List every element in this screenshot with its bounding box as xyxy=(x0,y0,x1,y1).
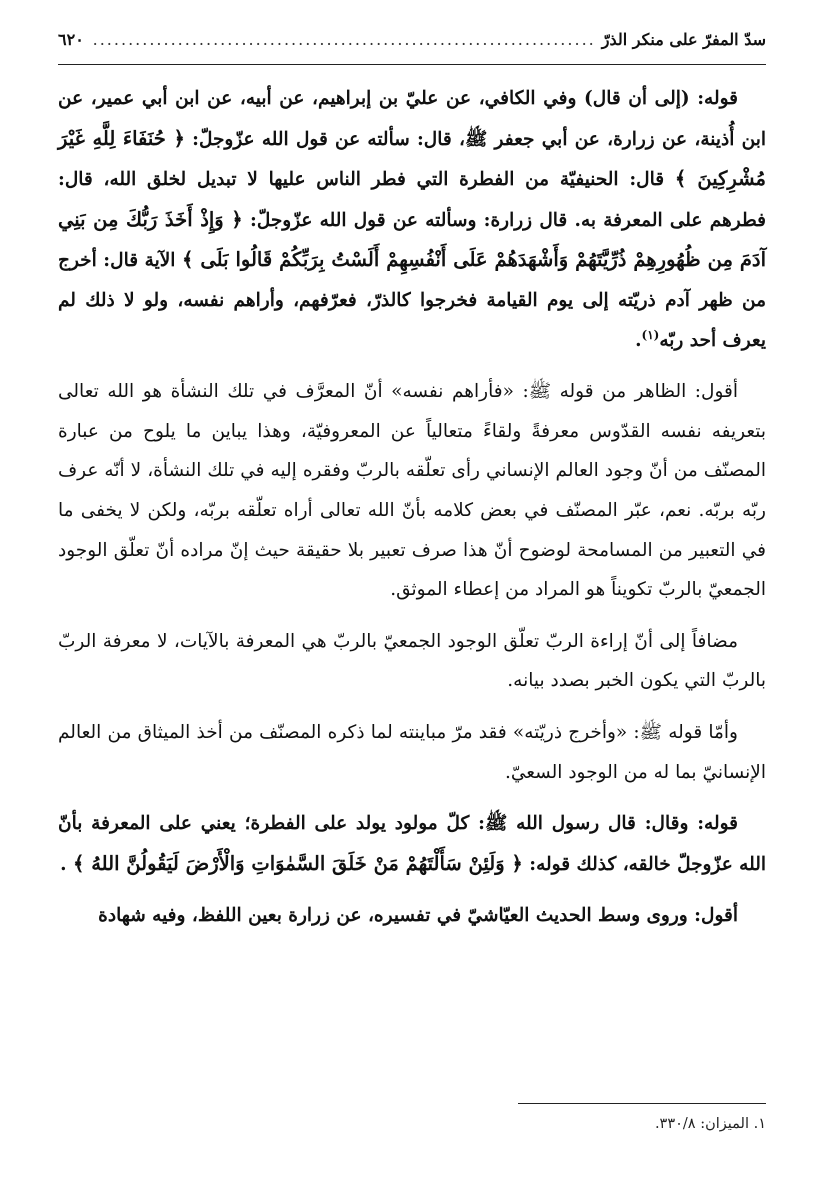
paragraph-1-end: . xyxy=(635,329,642,351)
page-number: ٦٢٠ xyxy=(58,30,84,49)
header-leader-dots xyxy=(90,30,596,49)
paragraph-1-text-b: قال: الحنيفيّة من الفطرة التي فطر الناس عليها لا تبديل لخلق الله، قال: فطرهم على المعرفة به. قال زرارة: وسألته عن قول الله عزّوجلّ: xyxy=(58,169,766,231)
footnote-reference: (١) xyxy=(641,327,660,342)
quran-verse-2: ﴿ وَإِذْ أَخَذَ رَبُّكَ مِن بَنِي آدَمَ مِن ظُهُورِهِمْ ذُرِّيَّتَهُمْ وَأَشْهَدَهُمْ عَلَى أَنْفُسِهِمْ أَلَسْتُ بِرَبِّكُمْ قَالُوا بَلَى ﴾ xyxy=(58,207,766,272)
paragraph-3: مضافاً إلى أنّ إراءة الربّ تعلّق الوجود الجمعيّ بالربّ هي المعرفة بالآيات، لا معرفة الربّ بالربّ التي يكون الخبر بصدد بيانه. xyxy=(58,630,766,692)
footnote-rule xyxy=(518,1103,766,1104)
footnote: ١. الميزان: ٣٣٠/٨. xyxy=(654,1116,766,1132)
paragraph-5-text: قوله: وقال: قال رسول الله ﷺ: كلّ مولود يولد على الفطرة؛ يعني على المعرفة بأنّ الله عزّوجلّ خالقه، كذلك قوله: xyxy=(58,813,766,875)
paragraph-5-end: . xyxy=(60,853,67,875)
header-rule xyxy=(58,64,766,65)
paragraph-1 xyxy=(58,79,766,360)
paragraph-1-text-c: الآية قال: أخرج من ظهر آدم ذريّته إلى يوم القيامة فخرجوا كالذرّ، فعرّفهم، وأراهم نفسه، ولو لا ذلك لم يعرف أحد ربّه xyxy=(58,250,766,351)
paragraph-4: وأمّا قوله ﷺ: «وأخرج ذريّته» فقد مرّ مباينته لما ذكره المصنّف من أخذ الميثاق من العالم الإنسانيّ بما له من الوجود السعيّ. xyxy=(58,721,766,783)
quran-verse-3: ﴿ وَلَئِنْ سَأَلْتَهُمْ مَنْ خَلَقَ السَّمٰوَاتِ وَالْأَرْضَ لَيَقُولُنَّ اللهُ ﴾ xyxy=(73,851,523,875)
body-text xyxy=(58,79,766,936)
paragraph-2: أقول: الظاهر من قوله ﷺ: «فأراهم نفسه» أنّ المعرَّف في تلك النشأة هو الله تعالى بتعريفه نفسه القدّوس معرفةً ولقاءً متعالياً عن المعروفيّة، وهذا يباين ما يلوح من عبارة المصنّف من أنّ وجود العالم الإنساني رأى تعلّقه بالربّ وفقره إليه في تلك النشأة، لا أنّه عرف ربّه بربّه. نعم، عبّر المصنّف في بعض كلامه بأنّ الله تعالى أراه تعلّقه بربّه، ولكن لا يخفى ما في التعبير من المسامحة لوضوح أنّ هذا صرف تعبير بلا حقيقة حيث إنّ مراده أنّ تعلّق الوجود الجمعيّ بالربّ تكويناً هو المراد من إعطاء الموثق. xyxy=(58,381,766,601)
paragraph-5 xyxy=(58,804,766,884)
header-title: سدّ المفرّ على منكر الذرّ xyxy=(601,30,766,49)
running-header xyxy=(58,30,766,64)
paragraph-6: أقول: وروى وسط الحديث العيّاشيّ في تفسيره، عن زرارة بعين اللفظ، وفيه شهادة xyxy=(98,905,738,927)
quran-verse-1: ﴿ حُنَفَاءَ لِلَّهِ غَيْرَ مُشْرِكِينَ ﴾ xyxy=(58,126,767,191)
paragraph-1-text-a: قوله: (إلى أن قال) وفي الكافي، عن عليّ بن إبراهيم، عن أبيه، عن ابن أبي عمير، عن ابن أُذينة، عن زرارة، عن أبي جعفر ﷺ، قال: سألته عن قول الله عزّوجلّ: xyxy=(58,88,766,150)
